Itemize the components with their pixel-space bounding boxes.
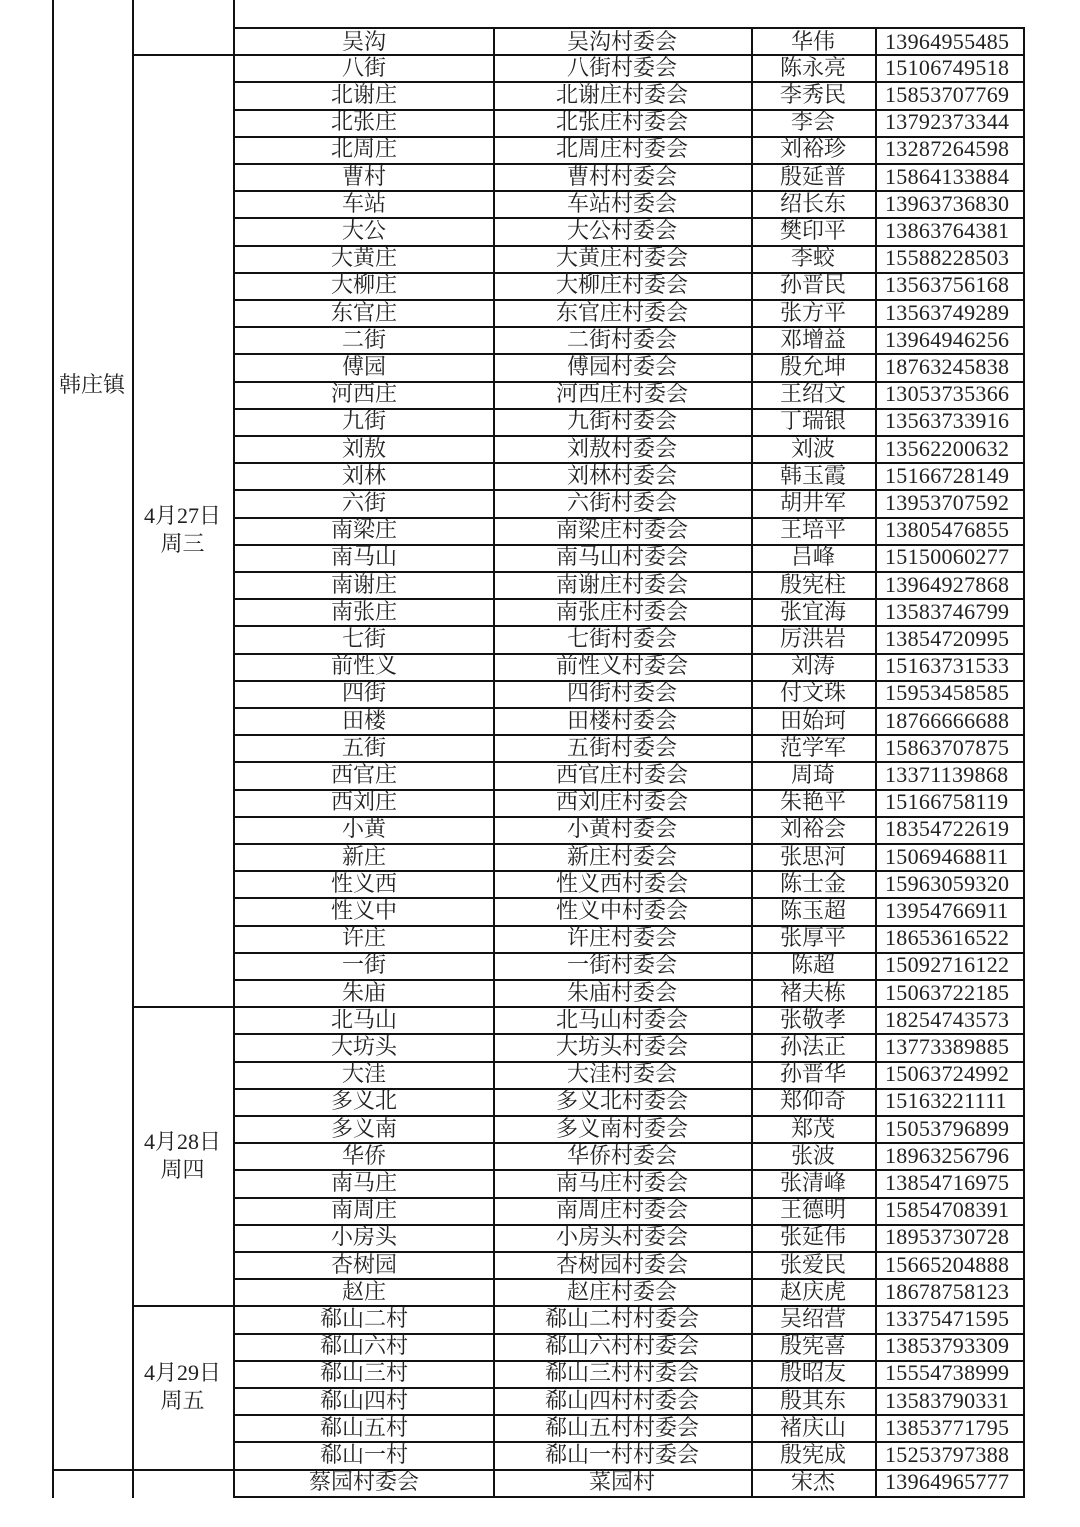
town-name: 韩庄镇: [58, 372, 125, 397]
village-cell: 朱庙: [233, 979, 495, 1008]
village-cell: 大黄庄: [233, 245, 495, 274]
contact-cell: 樊印平: [751, 217, 877, 246]
village-cell: 郗山三村: [233, 1360, 495, 1389]
contact-cell: 张方平: [751, 299, 877, 328]
committee-cell: 一街村委会: [493, 952, 753, 981]
village-cell: 河西庄: [233, 381, 495, 410]
village-cell: 南马庄: [233, 1169, 495, 1198]
phone-cell: 18963256796: [875, 1142, 1025, 1171]
village-cell: 北谢庄: [233, 81, 495, 110]
phone-cell: 15092716122: [875, 952, 1025, 981]
contact-cell: 吴绍营: [751, 1305, 877, 1334]
contact-cell: 孙晋民: [751, 272, 877, 301]
committee-cell: 大坊头村委会: [493, 1033, 753, 1062]
contact-cell: 绍长东: [751, 190, 877, 219]
committee-cell: 南梁庄村委会: [493, 517, 753, 546]
phone-cell: 15063724992: [875, 1061, 1025, 1090]
village-cell: 南马山: [233, 544, 495, 573]
phone-cell: 15588228503: [875, 245, 1025, 274]
contact-cell: 张延伟: [751, 1224, 877, 1253]
phone-cell: 15166728149: [875, 462, 1025, 491]
committee-cell: 杏树园村委会: [493, 1251, 753, 1280]
contact-cell: 胡井军: [751, 489, 877, 518]
contact-cell: 王绍文: [751, 381, 877, 410]
phone-cell: 13853793309: [875, 1333, 1025, 1362]
date-label: 4月29日: [143, 1359, 221, 1385]
town-cell-empty: [52, 1469, 134, 1498]
village-cell: 性义中: [233, 897, 495, 926]
village-cell: 郗山二村: [233, 1305, 495, 1334]
committee-cell: 大洼村委会: [493, 1061, 753, 1090]
phone-cell: 15106749518: [875, 54, 1025, 83]
village-cell: 性义西: [233, 870, 495, 899]
contact-cell: 范学军: [751, 734, 877, 763]
contact-cell: 李会: [751, 109, 877, 138]
village-cell: 郗山四村: [233, 1387, 495, 1416]
phone-cell: 15063722185: [875, 979, 1025, 1008]
date-label: 4月28日: [143, 1128, 221, 1154]
contact-cell: 殷允坤: [751, 353, 877, 382]
phone-cell: 15854708391: [875, 1197, 1025, 1226]
contact-cell: 赵庆虎: [751, 1278, 877, 1307]
committee-cell: 郗山二村村委会: [493, 1305, 753, 1334]
phone-cell: 15069468811: [875, 843, 1025, 872]
village-cell: 大公: [233, 217, 495, 246]
village-cell: 吴沟: [233, 27, 495, 56]
phone-cell: 13964946256: [875, 326, 1025, 355]
village-cell: 北张庄: [233, 109, 495, 138]
phone-cell: 13053735366: [875, 381, 1025, 410]
phone-cell: 13953707592: [875, 489, 1025, 518]
phone-cell: 13853771795: [875, 1414, 1025, 1443]
village-cell: 多义南: [233, 1115, 495, 1144]
contact-cell: 张敬孝: [751, 1006, 877, 1035]
committee-cell: 朱庙村委会: [493, 979, 753, 1008]
phone-cell: 13805476855: [875, 517, 1025, 546]
contact-cell: 殷昭友: [751, 1360, 877, 1389]
committee-cell: 小房头村委会: [493, 1224, 753, 1253]
contact-cell: 朱艳平: [751, 789, 877, 818]
village-cell: 五街: [233, 734, 495, 763]
town-cell: [52, 0, 134, 1471]
date-label: 4月27日: [143, 503, 221, 529]
village-cell: 曹村: [233, 163, 495, 192]
contact-cell: 陈士金: [751, 870, 877, 899]
contact-cell: 褚夫栋: [751, 979, 877, 1008]
village-cell: 前性义: [233, 653, 495, 682]
contact-cell: 孙法正: [751, 1033, 877, 1062]
phone-cell: 15864133884: [875, 163, 1025, 192]
contact-cell: 殷其东: [751, 1387, 877, 1416]
contact-cell: 刘波: [751, 435, 877, 464]
village-cell: 南张庄: [233, 598, 495, 627]
committee-cell: 田楼村委会: [493, 707, 753, 736]
village-cell: 郗山五村: [233, 1414, 495, 1443]
village-cell: 北马山: [233, 1006, 495, 1035]
phone-cell: 18254743573: [875, 1006, 1025, 1035]
date-cell: [132, 1006, 235, 1307]
committee-cell: 大柳庄村委会: [493, 272, 753, 301]
phone-cell: 15253797388: [875, 1441, 1025, 1470]
village-cell: 七街: [233, 625, 495, 654]
committee-cell: 二街村委会: [493, 326, 753, 355]
date-cell: [132, 54, 235, 1008]
contact-cell: 陈玉超: [751, 897, 877, 926]
committee-cell: 五街村委会: [493, 734, 753, 763]
contact-cell: 殷延普: [751, 163, 877, 192]
committee-cell: 大公村委会: [493, 217, 753, 246]
village-cell: 北周庄: [233, 136, 495, 165]
committee-cell: 郗山三村村委会: [493, 1360, 753, 1389]
village-cell: 南谢庄: [233, 571, 495, 600]
village-cell: 新庄: [233, 843, 495, 872]
village-cell: 许庄: [233, 925, 495, 954]
village-cell: 大柳庄: [233, 272, 495, 301]
phone-cell: 13963736830: [875, 190, 1025, 219]
phone-cell: 15863707875: [875, 734, 1025, 763]
committee-cell: 前性义村委会: [493, 653, 753, 682]
phone-cell: 13563756168: [875, 272, 1025, 301]
village-cell: 东官庄: [233, 299, 495, 328]
village-cell: 大洼: [233, 1061, 495, 1090]
village-cell: 田楼: [233, 707, 495, 736]
phone-cell: 13954766911: [875, 897, 1025, 926]
contact-cell: 吕峰: [751, 544, 877, 573]
contact-cell: 刘裕会: [751, 816, 877, 845]
village-cell: 南梁庄: [233, 517, 495, 546]
committee-cell: 刘林村委会: [493, 462, 753, 491]
committee-cell: 性义中村委会: [493, 897, 753, 926]
date-cell: [132, 0, 235, 56]
contact-cell: 殷宪喜: [751, 1333, 877, 1362]
phone-cell: 13964965777: [875, 1469, 1025, 1498]
phone-cell: 18354722619: [875, 816, 1025, 845]
contact-cell: 陈永亮: [751, 54, 877, 83]
committee-cell: 郗山五村村委会: [493, 1414, 753, 1443]
date-cell: [132, 1305, 235, 1470]
committee-cell: 赵庄村委会: [493, 1278, 753, 1307]
committee-cell: 西官庄村委会: [493, 761, 753, 790]
committee-cell: 七街村委会: [493, 625, 753, 654]
contact-cell: 殷宪柱: [751, 571, 877, 600]
contact-cell: 付文珠: [751, 680, 877, 709]
contact-cell: 田始珂: [751, 707, 877, 736]
committee-cell: 南周庄村委会: [493, 1197, 753, 1226]
village-cell: 小黄: [233, 816, 495, 845]
date-cell: [132, 1469, 235, 1498]
phone-cell: 13854720995: [875, 625, 1025, 654]
committee-cell: 郗山六村村委会: [493, 1333, 753, 1362]
village-cell: 西刘庄: [233, 789, 495, 818]
phone-cell: 15665204888: [875, 1251, 1025, 1280]
phone-cell: 13583746799: [875, 598, 1025, 627]
contact-cell: 张波: [751, 1142, 877, 1171]
contact-cell: 王培平: [751, 517, 877, 546]
committee-cell: 大黄庄村委会: [493, 245, 753, 274]
committee-cell: 曹村村委会: [493, 163, 753, 192]
committee-cell: 刘敖村委会: [493, 435, 753, 464]
contact-cell: 郑仰奇: [751, 1088, 877, 1117]
phone-cell: 15053796899: [875, 1115, 1025, 1144]
contact-cell: 张厚平: [751, 925, 877, 954]
committee-cell: 北马山村委会: [493, 1006, 753, 1035]
contact-cell: 李蛟: [751, 245, 877, 274]
contact-cell: 陈超: [751, 952, 877, 981]
phone-cell: 13563733916: [875, 408, 1025, 437]
committee-cell: 郗山四村村委会: [493, 1387, 753, 1416]
phone-cell: 13773389885: [875, 1033, 1025, 1062]
committee-cell: 东官庄村委会: [493, 299, 753, 328]
committee-cell: 西刘庄村委会: [493, 789, 753, 818]
contact-cell: 厉洪岩: [751, 625, 877, 654]
contact-cell: 丁瑞银: [751, 408, 877, 437]
village-cell: 郗山一村: [233, 1441, 495, 1470]
committee-cell: 傅园村委会: [493, 353, 753, 382]
contact-cell: 李秀民: [751, 81, 877, 110]
village-cell: 郗山六村: [233, 1333, 495, 1362]
contact-cell: 刘涛: [751, 653, 877, 682]
phone-cell: 18763245838: [875, 353, 1025, 382]
committee-cell: 河西庄村委会: [493, 381, 753, 410]
committee-cell: 小黄村委会: [493, 816, 753, 845]
committee-cell: 郗山一村村委会: [493, 1441, 753, 1470]
village-cell: 刘敖: [233, 435, 495, 464]
committee-cell: 南马庄村委会: [493, 1169, 753, 1198]
committee-cell: 四街村委会: [493, 680, 753, 709]
weekday-label: 周四: [160, 1156, 205, 1182]
village-cell: 四街: [233, 680, 495, 709]
village-cell: 赵庄: [233, 1278, 495, 1307]
village-cell: 九街: [233, 408, 495, 437]
village-cell: 南周庄: [233, 1197, 495, 1226]
contact-cell: 褚庆山: [751, 1414, 877, 1443]
phone-cell: 15953458585: [875, 680, 1025, 709]
phone-cell: 13583790331: [875, 1387, 1025, 1416]
committee-cell: 性义西村委会: [493, 870, 753, 899]
committee-cell: 新庄村委会: [493, 843, 753, 872]
contact-cell: 郑茂: [751, 1115, 877, 1144]
phone-cell: 18653616522: [875, 925, 1025, 954]
committee-cell: 八街村委会: [493, 54, 753, 83]
phone-cell: 15163731533: [875, 653, 1025, 682]
committee-cell: 吴沟村委会: [493, 27, 753, 56]
contact-cell: 殷宪成: [751, 1441, 877, 1470]
village-cell: 小房头: [233, 1224, 495, 1253]
contact-cell: 华伟: [751, 27, 877, 56]
contact-cell: 周琦: [751, 761, 877, 790]
committee-cell: 华侨村委会: [493, 1142, 753, 1171]
committee-cell: 车站村委会: [493, 190, 753, 219]
phone-cell: 13854716975: [875, 1169, 1025, 1198]
committee-cell: 多义南村委会: [493, 1115, 753, 1144]
contact-cell: 孙晋华: [751, 1061, 877, 1090]
village-cell: 六街: [233, 489, 495, 518]
village-cell: 华侨: [233, 1142, 495, 1171]
village-cell: 西官庄: [233, 761, 495, 790]
phone-cell: 18678758123: [875, 1278, 1025, 1307]
village-cell: 杏树园: [233, 1251, 495, 1280]
contact-cell: 张思河: [751, 843, 877, 872]
contact-cell: 宋杰: [751, 1469, 877, 1498]
committee-cell: 北谢庄村委会: [493, 81, 753, 110]
village-cell: 车站: [233, 190, 495, 219]
committee-cell: 许庄村委会: [493, 925, 753, 954]
contact-cell: 张宜海: [751, 598, 877, 627]
weekday-label: 周三: [160, 531, 205, 557]
committee-cell: 南张庄村委会: [493, 598, 753, 627]
weekday-label: 周五: [160, 1387, 205, 1413]
phone-cell: 13563749289: [875, 299, 1025, 328]
village-cell: 蔡园村委会: [233, 1469, 495, 1498]
phone-cell: 13964927868: [875, 571, 1025, 600]
phone-cell: 15554738999: [875, 1360, 1025, 1389]
phone-cell: 15150060277: [875, 544, 1025, 573]
village-cell: 傅园: [233, 353, 495, 382]
contact-cell: 刘裕珍: [751, 136, 877, 165]
phone-cell: 13562200632: [875, 435, 1025, 464]
phone-cell: 15166758119: [875, 789, 1025, 818]
phone-cell: 15163221111: [875, 1088, 1025, 1117]
committee-cell: 北张庄村委会: [493, 109, 753, 138]
phone-cell: 18766666688: [875, 707, 1025, 736]
phone-cell: 13375471595: [875, 1305, 1025, 1334]
committee-cell: 九街村委会: [493, 408, 753, 437]
contact-cell: 张爱民: [751, 1251, 877, 1280]
committee-cell: 北周庄村委会: [493, 136, 753, 165]
village-cell: 刘林: [233, 462, 495, 491]
village-cell: 大坊头: [233, 1033, 495, 1062]
contact-cell: 邓增益: [751, 326, 877, 355]
village-cell: 多义北: [233, 1088, 495, 1117]
phone-cell: 13371139868: [875, 761, 1025, 790]
committee-cell: 南谢庄村委会: [493, 571, 753, 600]
village-cell: 二街: [233, 326, 495, 355]
phone-cell: 13792373344: [875, 109, 1025, 138]
phone-cell: 15853707769: [875, 81, 1025, 110]
contact-cell: 王德明: [751, 1197, 877, 1226]
phone-cell: 13964955485: [875, 27, 1025, 56]
phone-cell: 18953730728: [875, 1224, 1025, 1253]
committee-cell: 南马山村委会: [493, 544, 753, 573]
committee-cell: 多义北村委会: [493, 1088, 753, 1117]
phone-cell: 15963059320: [875, 870, 1025, 899]
contact-cell: 韩玉霞: [751, 462, 877, 491]
committee-cell: 菜园村: [493, 1469, 753, 1498]
phone-cell: 13287264598: [875, 136, 1025, 165]
committee-cell: 六街村委会: [493, 489, 753, 518]
phone-cell: 13863764381: [875, 217, 1025, 246]
village-cell: 一街: [233, 952, 495, 981]
contact-cell: 张清峰: [751, 1169, 877, 1198]
village-cell: 八街: [233, 54, 495, 83]
